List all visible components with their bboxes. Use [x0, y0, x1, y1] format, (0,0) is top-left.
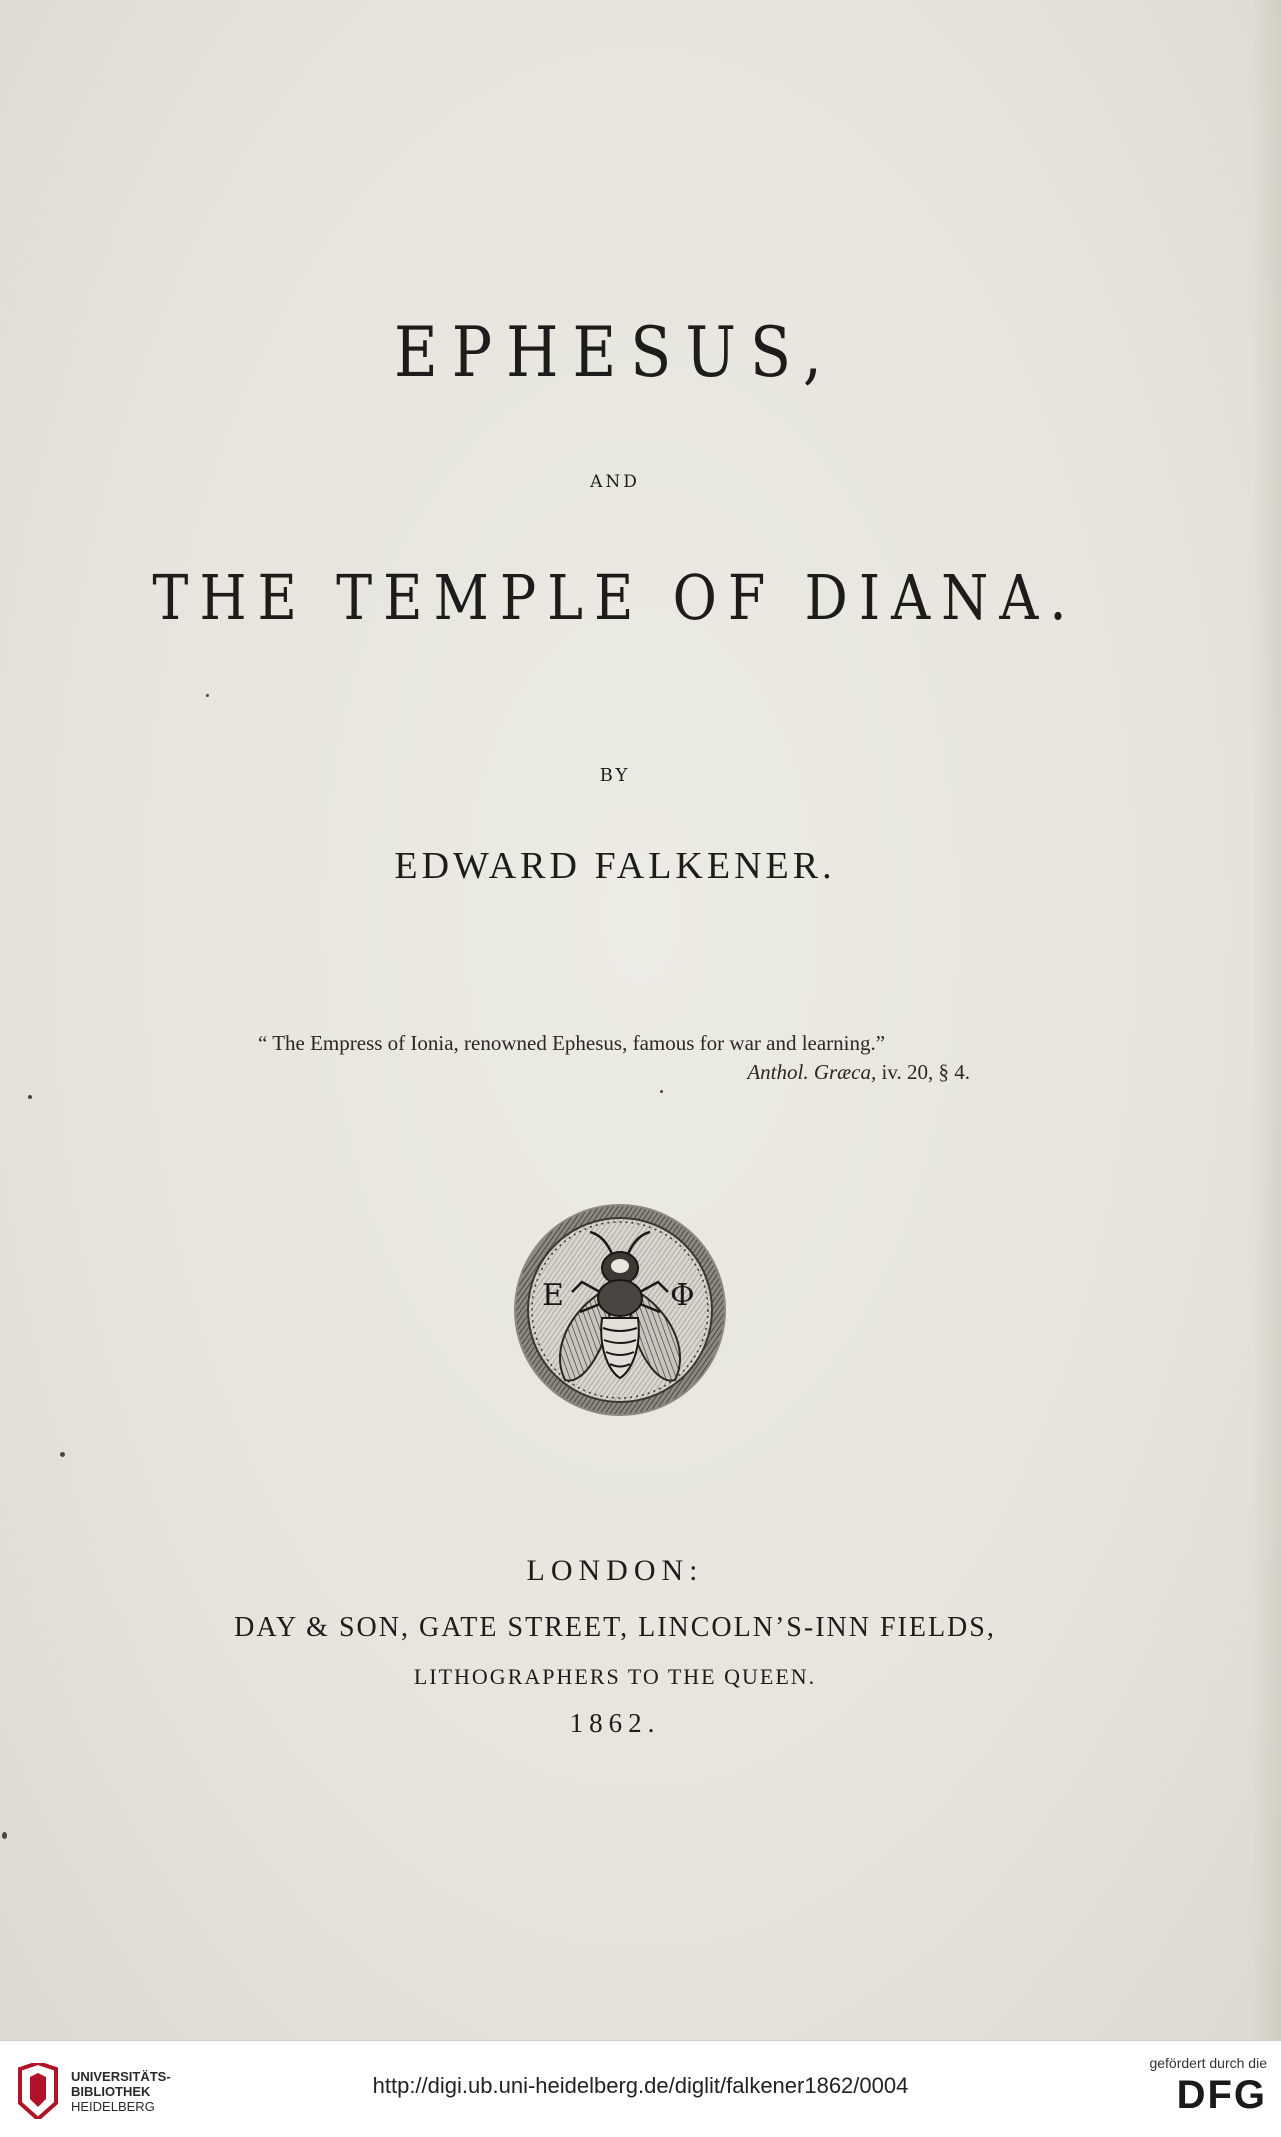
bee-coin-illustration: [510, 1200, 730, 1420]
paper-speck: [206, 694, 209, 697]
funder-logo[interactable]: [1127, 2055, 1267, 2125]
library-name-line2: BIBLIOTHEK: [71, 2084, 151, 2099]
paper-speck: [28, 1095, 32, 1099]
imprint-lithographers: LITHOGRAPHERS TO THE QUEEN.: [413, 1664, 817, 1689]
library-name-line3: HEIDELBERG: [71, 2099, 155, 2114]
by-line: BY: [599, 765, 631, 786]
imprint-publisher: DAY & SON, GATE STREET, LINCOLN’S-INN FIELDS,: [234, 1612, 996, 1643]
epigraph-text: “ The Empress of Ionia, renowned Ephesus, famous for war and learning.”: [258, 1031, 886, 1055]
library-name-line1: UNIVERSITÄTS-: [71, 2069, 171, 2084]
imprint-city: LONDON:: [526, 1554, 704, 1587]
title-ephesus: EPHESUS,: [394, 312, 836, 394]
epigraph-source-ref: iv. 20, § 4.: [876, 1060, 970, 1084]
title-temple-of-diana: THE TEMPLE OF DIANA.: [152, 561, 1078, 634]
title-conjunction: AND: [590, 472, 640, 492]
paper-speck: [60, 1452, 65, 1457]
imprint-year: 1862.: [569, 1708, 661, 1738]
coin-right-letter: Φ: [670, 1278, 695, 1313]
paper-speck: [2, 1832, 7, 1839]
funder-label: gefördert durch die: [1149, 2055, 1267, 2071]
author-name: EDWARD FALKENER.: [394, 845, 836, 887]
paper-speck: [660, 1090, 663, 1093]
epigraph: [250, 1031, 970, 1085]
viewer-footer: [0, 2040, 1281, 2137]
page-edge-shadow: [1251, 0, 1281, 2040]
permalink-url[interactable]: http://digi.ub.uni-heidelberg.de/diglit/falkener1862/0004: [372, 2073, 909, 2098]
coin-left-letter: E: [542, 1278, 564, 1313]
epigraph-source-title: Anthol. Græca,: [747, 1060, 877, 1084]
epigraph-source: [250, 1060, 970, 1085]
dfg-logo-text: DFG: [1176, 2073, 1267, 2117]
